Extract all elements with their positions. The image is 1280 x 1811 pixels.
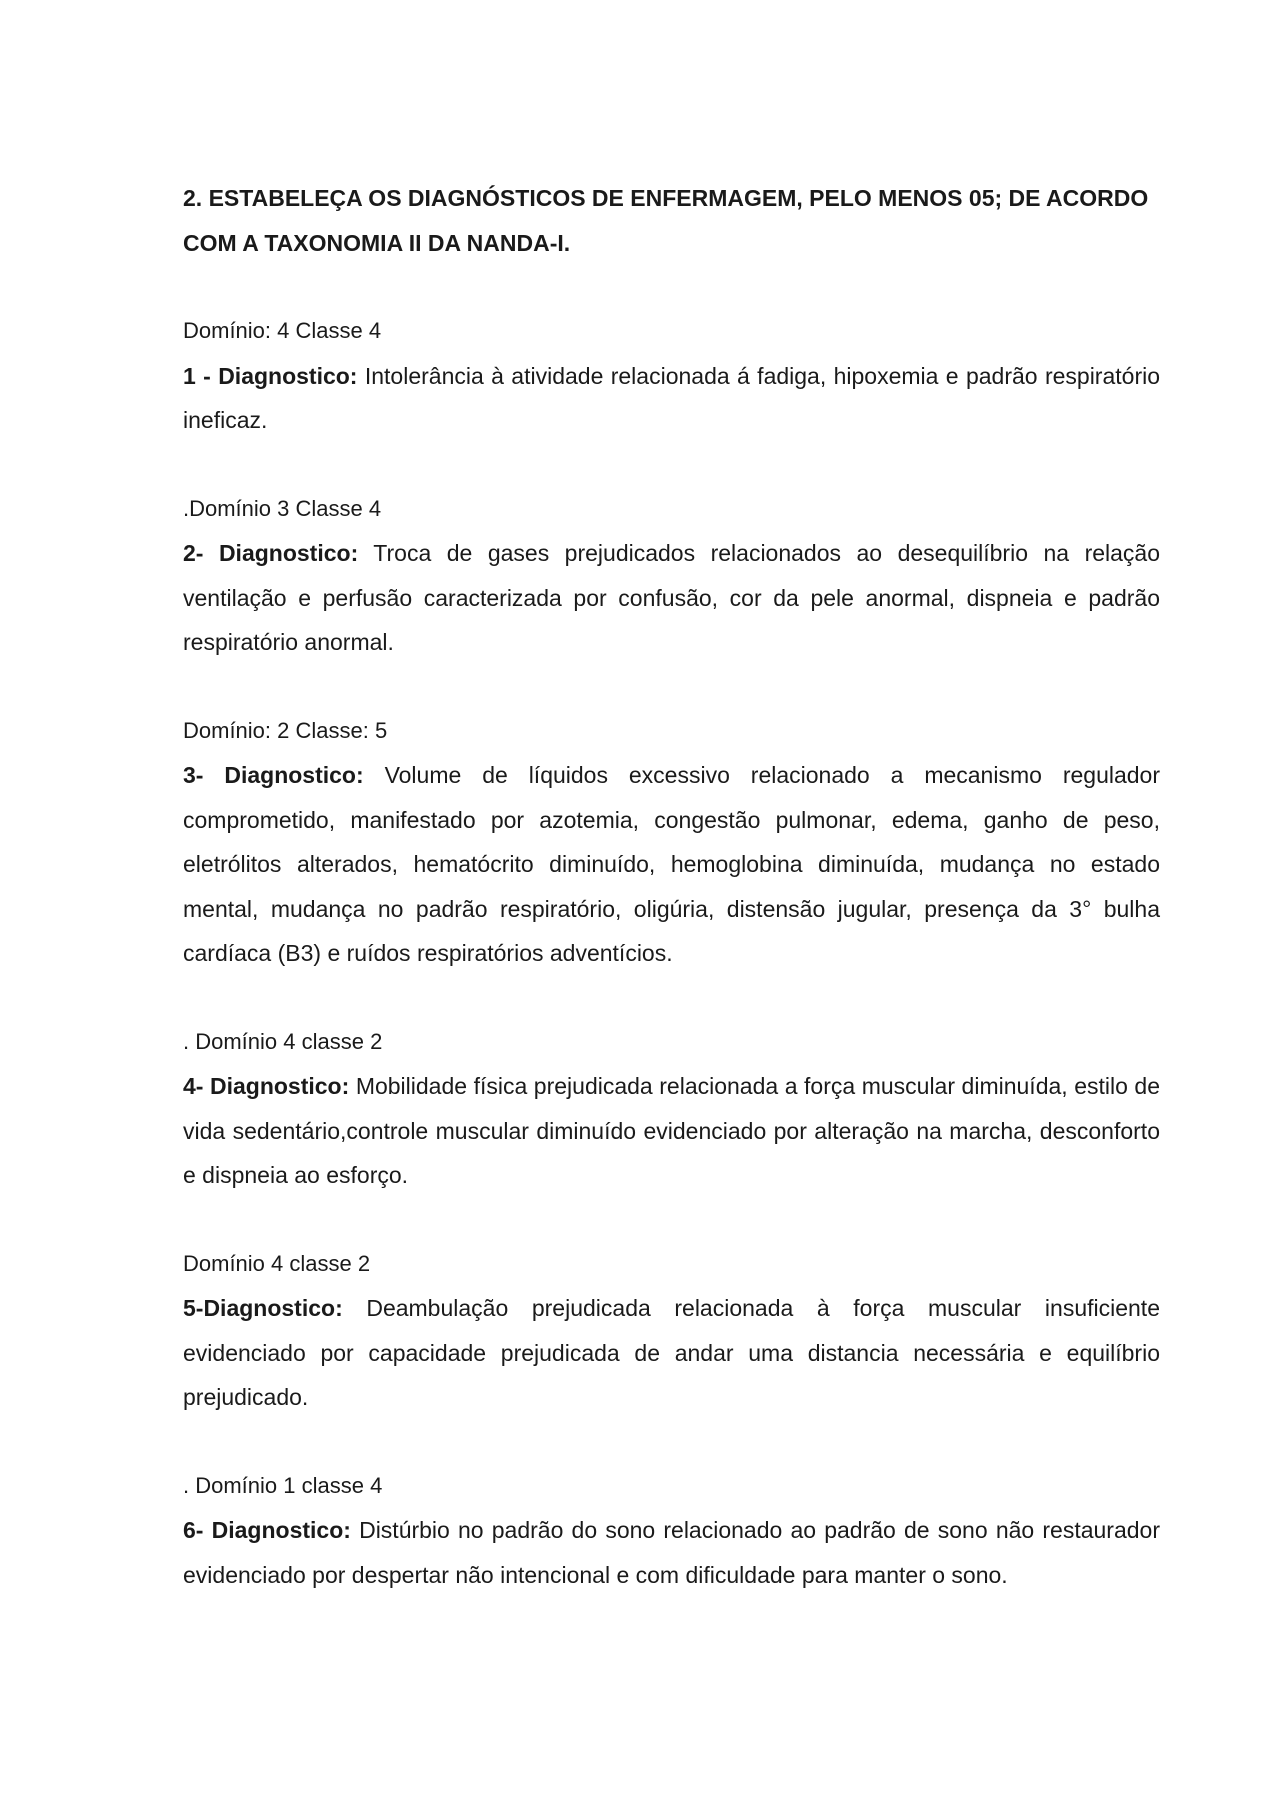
diagnosis-section-2 (183, 487, 1160, 665)
diagnosis-number-label: 3- Diagnostico: (183, 762, 364, 788)
diagnosis-text: Intolerância à atividade relacionada á fadiga, hipoxemia e padrão respiratório ineficaz. (183, 362, 1161, 433)
domain-class-label: Domínio: 2 Classe: 5 (183, 717, 388, 743)
diagnosis-text: Distúrbio no padrão do sono relacionado ao padrão de sono não restaurador evidenciado por despertar não intencional e com dificuldade para manter o sono. (183, 1517, 1160, 1588)
diagnosis-paragraph (183, 753, 1160, 976)
diagnosis-section-3 (183, 709, 1160, 976)
diagnosis-section-4 (183, 1020, 1160, 1198)
diagnosis-text: Volume de líquidos excessivo relacionado a mecanismo regulador comprometido, manifestado por azotemia, congestão pulmonar, edema, ganho de peso, eletrólitos alterados, hematócrito diminuído, hemoglobina diminuída, mudança no estado mental, mudança no padrão respiratório, oligúria, distensão jugular, presença da 3° bulha cardíaca (B3) e ruídos respiratórios adventícios. (183, 762, 1160, 966)
diagnosis-number-label: 2- Diagnostico: (183, 540, 359, 566)
diagnosis-paragraph (183, 531, 1160, 665)
diagnosis-text: Deambulação prejudicada relacionada à força muscular insuficiente evidenciado por capacidade prejudicada de andar uma distancia necessária e equilíbrio prejudicado. (183, 1295, 1160, 1410)
diagnosis-section-1 (183, 309, 1160, 443)
domain-class-label: Domínio 4 classe 2 (183, 1250, 371, 1276)
diagnosis-number-label: 1 - Diagnostico: (183, 362, 358, 389)
diagnosis-number-label: 4- Diagnostico: (183, 1073, 350, 1099)
diagnosis-paragraph (183, 1508, 1160, 1597)
diagnosis-paragraph (183, 354, 1160, 443)
document-heading: 2. ESTABELEÇA OS DIAGNÓSTICOS DE ENFERMAGEM, PELO MENOS 05; DE ACORDO COM A TAXONOMIA II DA NANDA-I. (183, 185, 1149, 256)
domain-class-label: .Domínio 3 Classe 4 (183, 495, 382, 521)
diagnosis-paragraph (183, 1064, 1160, 1198)
diagnosis-section-5 (183, 1242, 1160, 1420)
domain-class-label: Domínio: 4 Classe 4 (183, 318, 382, 343)
diagnosis-number-label: 6- Diagnostico: (183, 1517, 351, 1543)
diagnosis-section-6 (183, 1464, 1160, 1598)
domain-class-label: . Domínio 4 classe 2 (183, 1028, 383, 1054)
document-page (183, 176, 1160, 1597)
diagnosis-number-label: 5-Diagnostico: (183, 1295, 343, 1321)
diagnosis-paragraph (183, 1286, 1160, 1420)
domain-class-label: . Domínio 1 classe 4 (183, 1472, 383, 1498)
diagnosis-text: Troca de gases prejudicados relacionados ao desequilíbrio na relação ventilação e perfusão caracterizada por confusão, cor da pele anormal, dispneia e padrão respiratório anormal. (183, 540, 1160, 655)
diagnosis-text: Mobilidade física prejudicada relacionada a força muscular diminuída, estilo de vida sedentário,controle muscular diminuído evidenciado por alteração na marcha, desconforto e dispneia ao esforço. (183, 1073, 1161, 1188)
